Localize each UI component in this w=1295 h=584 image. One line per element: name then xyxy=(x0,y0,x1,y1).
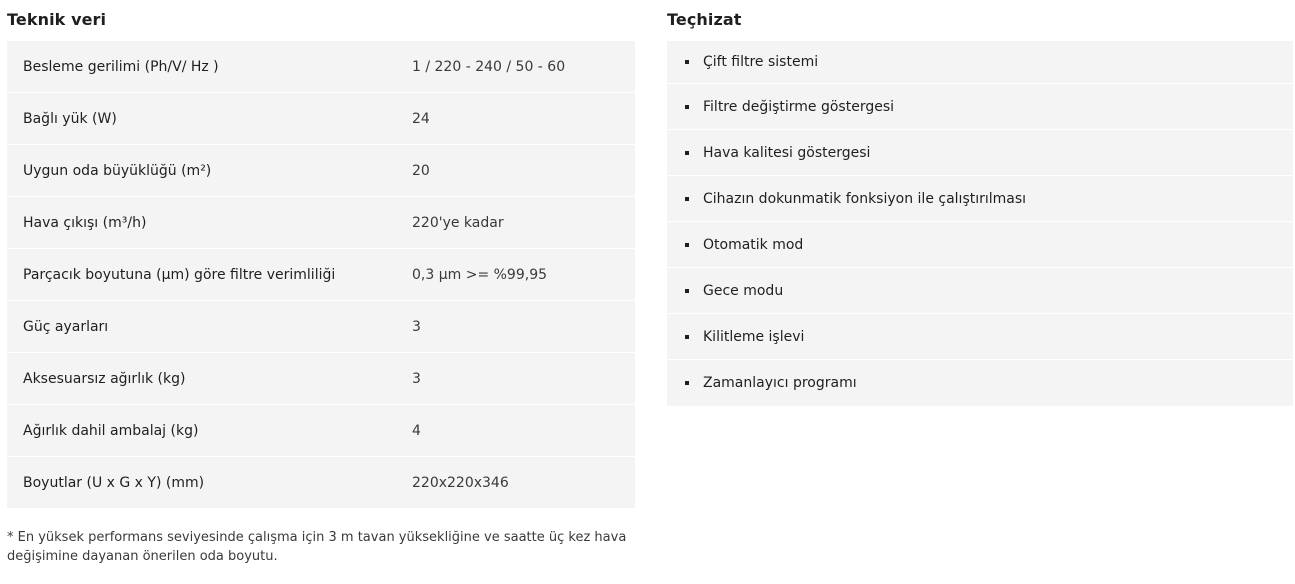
spec-value: 3 xyxy=(412,370,421,387)
list-item xyxy=(667,222,1293,268)
list-item-label: Cihazın dokunmatik fonksiyon ile çalıştırılması xyxy=(703,190,1027,207)
bullet-icon xyxy=(685,381,689,385)
spec-row xyxy=(7,249,635,301)
spec-label: Aksesuarsız ağırlık (kg) xyxy=(23,370,186,387)
spec-row xyxy=(7,301,635,353)
list-item-label: Gece modu xyxy=(703,282,784,299)
list-item xyxy=(667,84,1293,130)
bullet-icon xyxy=(685,243,689,247)
spec-label: Parçacık boyutuna (µm) göre filtre verimliliği xyxy=(23,266,336,283)
technical-data-section xyxy=(7,0,635,566)
technical-data-title: Teknik veri xyxy=(7,10,107,29)
spec-table xyxy=(7,41,635,508)
spec-row xyxy=(7,93,635,145)
list-item xyxy=(667,130,1293,176)
spec-row xyxy=(7,145,635,197)
list-item xyxy=(667,176,1293,222)
spec-label: Hava çıkışı (m³/h) xyxy=(23,214,147,231)
spec-label: Uygun oda büyüklüğü (m²) xyxy=(23,162,212,179)
list-item xyxy=(667,314,1293,360)
spec-row xyxy=(7,197,635,249)
spec-value: 220'ye kadar xyxy=(412,214,504,231)
spec-value: 20 xyxy=(412,162,430,179)
list-item-label: Çift filtre sistemi xyxy=(703,54,819,70)
spec-value: 0,3 µm >= %99,95 xyxy=(412,266,548,283)
equipment-section xyxy=(667,0,1293,422)
bullet-icon xyxy=(685,197,689,201)
spec-value: 220x220x346 xyxy=(412,474,509,491)
spec-value: 1 / 220 - 240 / 50 - 60 xyxy=(412,58,566,75)
spec-row xyxy=(7,41,635,93)
list-item xyxy=(667,268,1293,314)
list-item-label: Otomatik mod xyxy=(703,236,804,253)
bullet-icon xyxy=(685,60,689,64)
spec-label: Ağırlık dahil ambalaj (kg) xyxy=(23,422,199,439)
bullet-icon xyxy=(685,151,689,155)
spec-label: Güç ayarları xyxy=(23,318,109,335)
spec-row xyxy=(7,457,635,508)
list-item-label: Kilitleme işlevi xyxy=(703,328,805,345)
spec-row xyxy=(7,405,635,457)
equipment-title: Teçhizat xyxy=(667,10,742,29)
spec-label: Besleme gerilimi (Ph/V/ Hz ) xyxy=(23,58,219,75)
spec-value: 3 xyxy=(412,318,421,335)
spec-value: 24 xyxy=(412,110,430,127)
spec-row xyxy=(7,353,635,405)
spec-label: Bağlı yük (W) xyxy=(23,110,117,127)
bullet-icon xyxy=(685,289,689,293)
list-item-label: Filtre değiştirme göstergesi xyxy=(703,98,895,115)
equipment-list xyxy=(667,41,1293,406)
spec-label: Boyutlar (U x G x Y) (mm) xyxy=(23,474,205,491)
list-item-label: Hava kalitesi göstergesi xyxy=(703,144,871,161)
spec-value: 4 xyxy=(412,422,421,439)
bullet-icon xyxy=(685,105,689,109)
list-item xyxy=(667,360,1293,406)
footnote: * En yüksek performans seviyesinde çalışma için 3 m tavan yüksekliğine ve saatte üç kez hava değişimine dayanan önerilen oda boyutu. xyxy=(7,530,627,564)
bullet-icon xyxy=(685,335,689,339)
list-item xyxy=(667,41,1293,84)
list-item-label: Zamanlayıcı programı xyxy=(703,375,857,391)
